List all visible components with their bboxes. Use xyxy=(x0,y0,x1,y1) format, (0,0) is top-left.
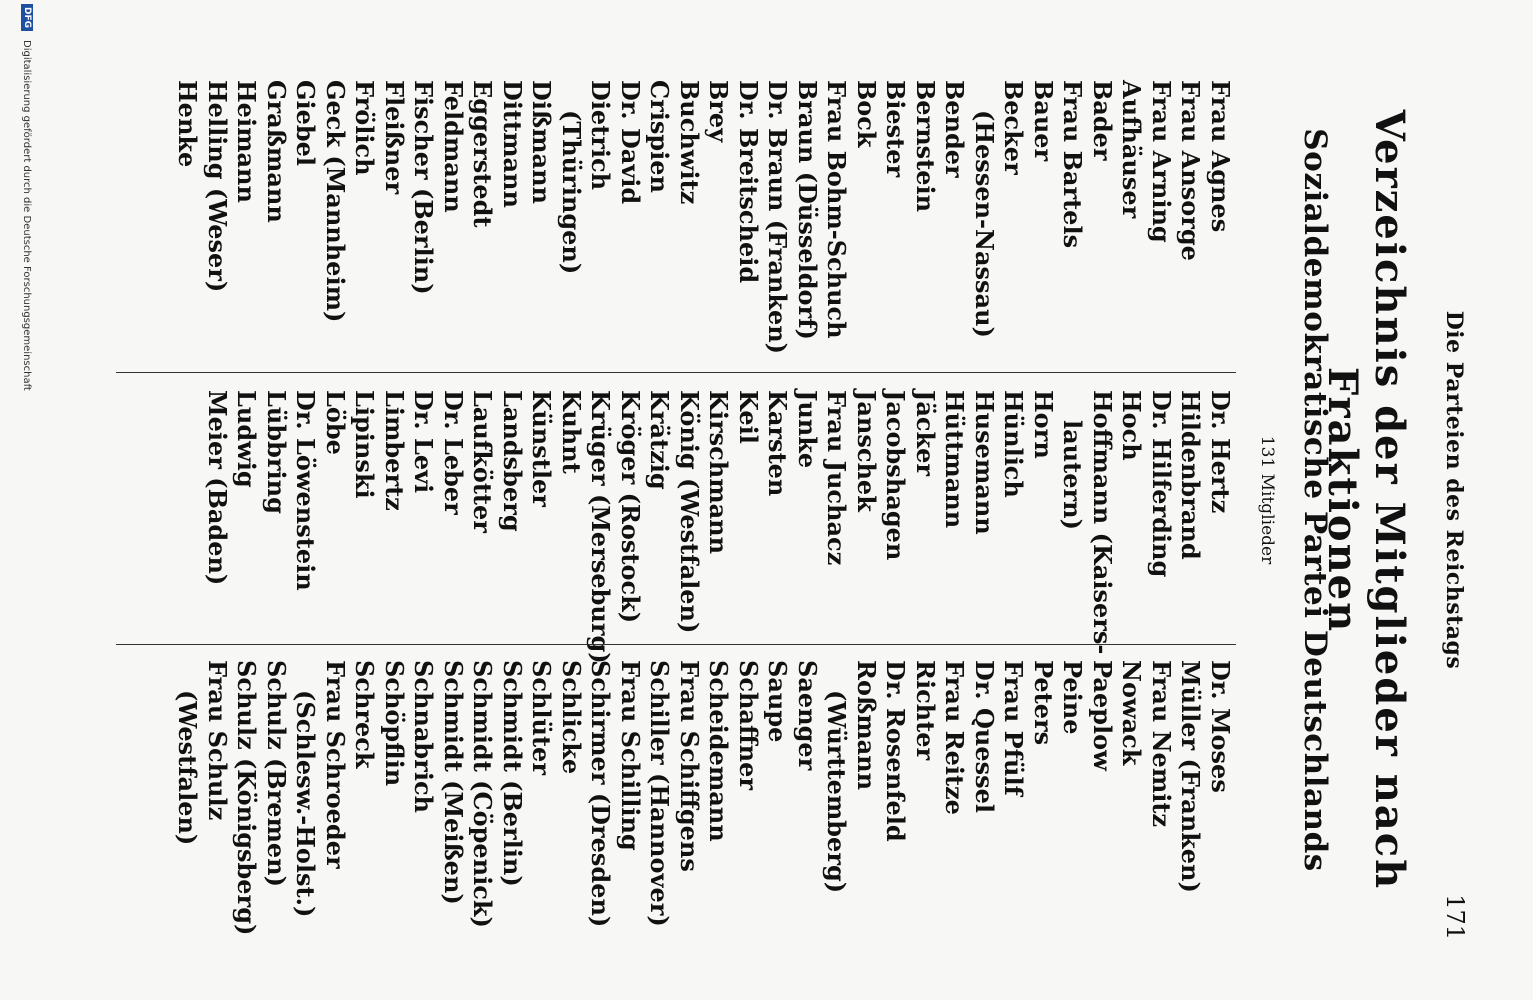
member-name: Roßmann xyxy=(852,660,881,791)
digitization-footer xyxy=(13,0,33,1000)
member-name: Künstler xyxy=(527,390,557,507)
member-name: Frau Ansorge xyxy=(1176,80,1206,261)
member-name: Schmidt (Meißen) xyxy=(439,660,468,905)
member-name: lautern) xyxy=(1058,420,1088,530)
member-name: Dr. Rosenfeld xyxy=(881,660,911,842)
member-name: Bernstein xyxy=(911,80,940,213)
member-name: Bock xyxy=(852,80,881,148)
member-name: Jäcker xyxy=(911,390,940,477)
member-name: Junke xyxy=(793,390,822,469)
party-heading: Sozialdemokratische Partei Deutschlands xyxy=(1297,128,1333,872)
member-name: Biester xyxy=(881,80,911,178)
member-name: Frau Bartels xyxy=(1058,80,1088,249)
member-name: Frau Arning xyxy=(1147,80,1176,243)
member-column-3 xyxy=(173,660,1235,960)
member-name: Horn xyxy=(1029,390,1058,459)
member-name: Schaffner xyxy=(734,660,763,791)
member-name: Dr. Levi xyxy=(409,390,439,494)
member-name: Meier (Baden) xyxy=(203,390,232,586)
page-number: 171 xyxy=(1441,894,1469,940)
running-head xyxy=(1433,40,1473,940)
member-name: Jacobshagen xyxy=(881,390,911,561)
member-name: Dittmann xyxy=(498,80,527,208)
member-name: Hildenbrand xyxy=(1176,390,1206,560)
member-name: Schulz (Bremen) xyxy=(262,660,291,887)
member-name: (Württemberg) xyxy=(822,690,852,894)
member-name: Limbertz xyxy=(380,390,409,511)
member-name: Nowack xyxy=(1117,660,1147,766)
member-name: Hünlich xyxy=(999,390,1029,498)
member-name: Frau Schiffgens xyxy=(675,660,704,872)
member-name: Kröger (Rostock) xyxy=(616,390,645,624)
member-name: Richter xyxy=(911,660,940,761)
running-title: Die Parteien des Reichstags xyxy=(1441,310,1467,670)
member-name: Hüttmann xyxy=(940,390,970,529)
member-name: Schlicke xyxy=(557,660,586,775)
member-name: Müller (Franken) xyxy=(1176,660,1206,893)
member-name: König (Westfalen) xyxy=(675,390,704,634)
member-name: Peters xyxy=(1029,660,1058,746)
member-name: Lübbring xyxy=(262,390,291,514)
member-name: Peine xyxy=(1058,660,1088,735)
member-name: Krüger (Merseburg) xyxy=(586,390,616,664)
member-name: Frau Juchacz xyxy=(822,390,852,566)
member-name: Kuhnt xyxy=(557,390,586,474)
member-name: Henke xyxy=(173,80,203,168)
member-name: Landsberg xyxy=(498,390,527,532)
member-name: Janschek xyxy=(852,390,881,512)
member-name: Schöpflin xyxy=(380,660,409,787)
member-name: Frau Agnes xyxy=(1206,80,1235,233)
member-name: Kirschmann xyxy=(704,390,734,555)
member-name: (Westfalen) xyxy=(173,690,203,846)
member-name: Hoch xyxy=(1117,390,1147,461)
member-name: Dr. Hilferding xyxy=(1147,390,1176,578)
member-name: Aufhäuser xyxy=(1117,80,1147,219)
member-name: Schlüter xyxy=(527,660,557,775)
member-name: Husemann xyxy=(970,390,999,535)
member-name: Dr. Hertz xyxy=(1206,390,1235,514)
member-name: Saupe xyxy=(763,660,793,743)
member-name: Eggerstedt xyxy=(468,80,498,228)
member-name: Crispien xyxy=(645,80,675,193)
member-column-1 xyxy=(173,80,1235,380)
member-name: Giebel xyxy=(291,80,321,167)
member-name: Saenger xyxy=(793,660,822,771)
member-name: (Schlesw.-Holst.) xyxy=(291,690,321,918)
member-name: Heimann xyxy=(232,80,262,203)
member-name: Frau Pfülf xyxy=(999,660,1029,796)
member-name: Buchwitz xyxy=(675,80,704,205)
member-name: Frölich xyxy=(350,80,380,176)
member-name: Feldmann xyxy=(439,80,468,213)
member-name: Frau Schroeder xyxy=(321,660,350,869)
page-title: Verzeichnis der Mitglieder nach Fraktionen xyxy=(1319,109,1413,891)
member-name: Becker xyxy=(999,80,1029,175)
member-name: Dr. Braun (Franken) xyxy=(763,80,793,355)
member-name: Dr. Quessel xyxy=(970,660,999,813)
member-name: Schulz (Königsberg) xyxy=(232,660,262,936)
member-name: Frau Nemitz xyxy=(1147,660,1176,828)
member-name: Hoffmann (Kaisers- xyxy=(1088,390,1117,655)
member-name: Schmidt (Cöpenick) xyxy=(468,660,498,928)
member-name: Schiller (Hannover) xyxy=(645,660,675,927)
member-name: Brey xyxy=(704,80,734,143)
member-name: Graßmann xyxy=(262,80,291,223)
member-name: Karsten xyxy=(763,390,793,497)
member-name: Lipinski xyxy=(350,390,380,499)
member-name: Bender xyxy=(940,80,970,178)
digitization-note: Digitalisierung gefördert durch die Deutsche Forschungsgemeinschaft xyxy=(21,40,32,391)
member-name: Paeplow xyxy=(1088,660,1117,771)
member-name: Dr. Moses xyxy=(1206,660,1235,793)
member-name: Krätzig xyxy=(645,390,675,490)
member-name: Laufkötter xyxy=(468,390,498,533)
member-name: Frau Schilling xyxy=(616,660,645,851)
member-name: Dr. Leber xyxy=(439,390,468,515)
member-name: Helling (Weser) xyxy=(203,80,232,293)
member-name: Braun (Düsseldorf) xyxy=(793,80,822,340)
member-name: Schreck xyxy=(350,660,380,769)
member-name: Keil xyxy=(734,390,763,444)
member-name: Dißmann xyxy=(527,80,557,205)
member-name: Scheidemann xyxy=(704,660,734,842)
member-name: Schirmer (Dresden) xyxy=(586,660,616,928)
member-name: Dr. Breitscheid xyxy=(734,80,763,284)
member-name: Bader xyxy=(1088,80,1117,161)
member-name: Fleißner xyxy=(380,80,409,195)
member-name: Dietrich xyxy=(586,80,616,191)
member-name: Frau Bohm-Schuch xyxy=(822,80,852,339)
member-name: Frau Schulz xyxy=(203,660,232,821)
member-name: Fischer (Berlin) xyxy=(409,80,439,295)
member-name: Schnabrich xyxy=(409,660,439,813)
dfg-logo: DFG xyxy=(21,4,33,31)
member-name: Löbe xyxy=(321,390,350,455)
member-name: Dr. David xyxy=(616,80,645,205)
member-name: Ludwig xyxy=(232,390,262,488)
member-name: Geck (Mannheim) xyxy=(321,80,350,323)
member-count: 131 Mitglieder xyxy=(1257,435,1277,565)
member-name: Bauer xyxy=(1029,80,1058,162)
member-column-2 xyxy=(203,390,1236,690)
member-name: Frau Reitze xyxy=(940,660,970,815)
column-divider xyxy=(116,644,1236,645)
column-divider xyxy=(116,372,1236,373)
member-name: (Hessen-Nassau) xyxy=(970,110,999,338)
member-name: Schmidt (Berlin) xyxy=(498,660,527,887)
member-name: (Thüringen) xyxy=(557,110,586,275)
member-name: Dr. Löwenstein xyxy=(291,390,321,591)
